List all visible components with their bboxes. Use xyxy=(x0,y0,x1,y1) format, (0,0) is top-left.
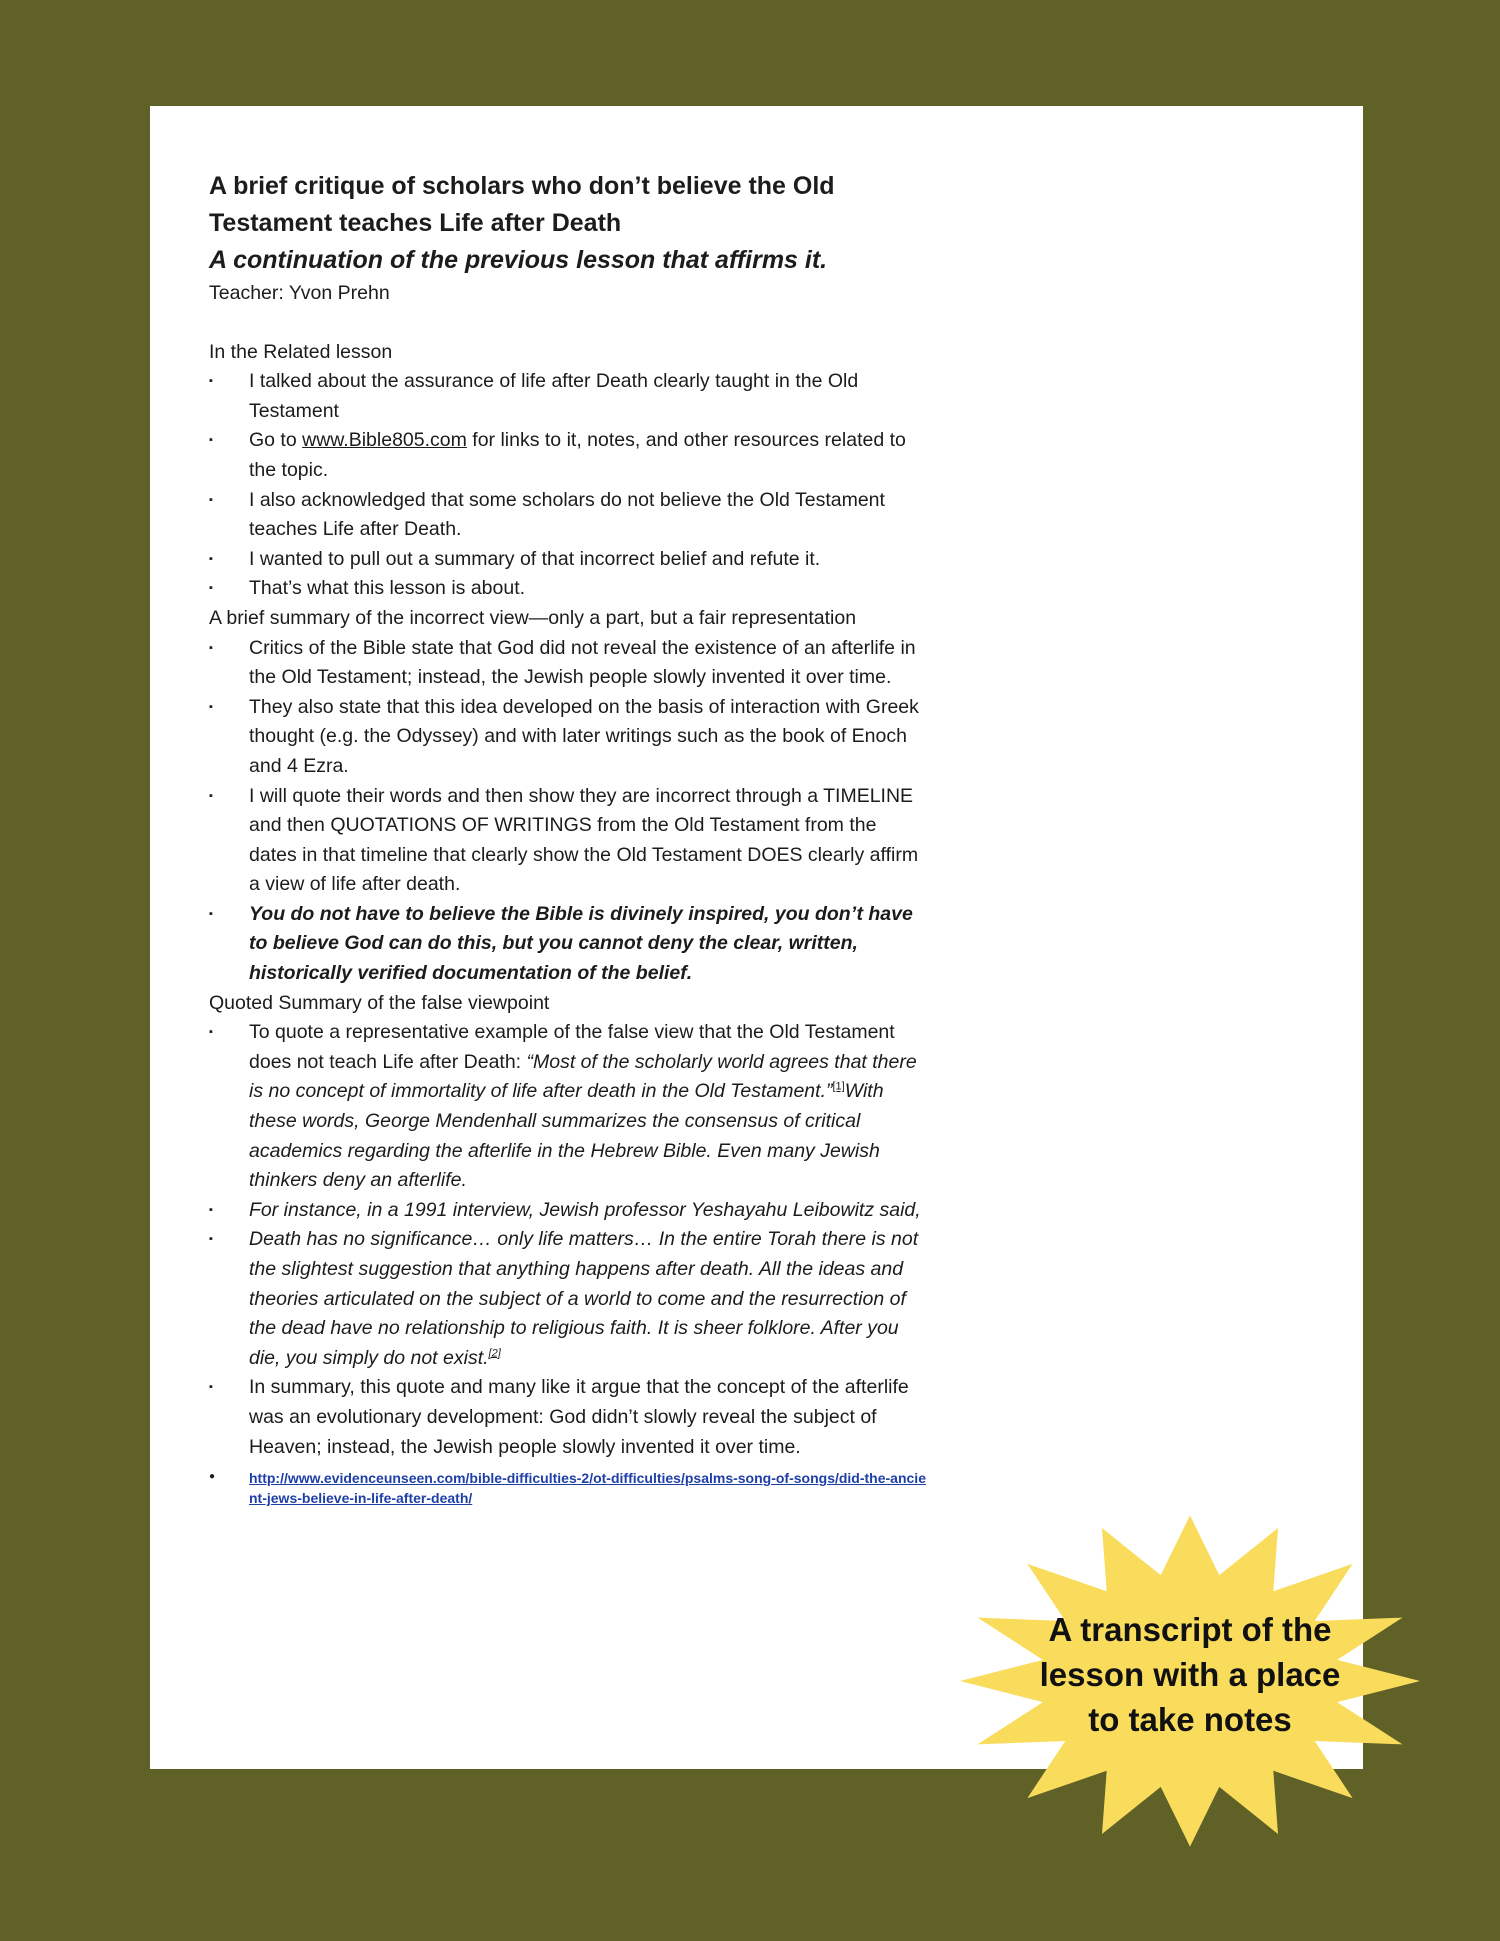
list-item xyxy=(209,1225,929,1373)
callout-line-2: lesson with a place xyxy=(1039,1656,1341,1693)
list-item xyxy=(209,1462,929,1513)
title-line-1: A brief critique of scholars who don’t believe the Old xyxy=(209,172,835,200)
quote-text: With these words, George Mendenhall summarizes the consensus of critical academics regarding the afterlife in the Hebrew Bible. Even many Jewish thinkers deny an afterlife. xyxy=(249,1080,884,1192)
callout-line-3: to take notes xyxy=(1088,1701,1292,1738)
list-item-text: for links to it, notes, and other resources related to the topic. xyxy=(249,429,906,481)
document-title xyxy=(209,168,929,242)
incorrect-view-list xyxy=(209,634,929,989)
list-item: ▪ For instance, in a 1991 interview, Jewish professor Yeshayahu Leibowitz said, xyxy=(209,1196,929,1226)
list-item-text: Go to xyxy=(249,429,303,452)
bible805-link[interactable]: www.Bible805.com xyxy=(302,429,467,452)
list-item: ▪ I also acknowledged that some scholars do not believe the Old Testament teaches Life after Death. xyxy=(209,486,929,545)
document-subtitle: A continuation of the previous lesson that affirms it. xyxy=(209,246,828,274)
section-heading-related-lesson: In the Related lesson xyxy=(209,340,393,363)
list-item xyxy=(209,1018,929,1196)
list-item: ▪ That’s what this lesson is about. xyxy=(209,574,929,604)
list-item: ▪ Critics of the Bible state that God did not reveal the existence of an afterlife in the Old Testament; instead, the Jewish people slowly invented it over time. xyxy=(209,634,929,693)
list-item xyxy=(209,426,929,485)
quoted-summary-list xyxy=(209,1018,929,1513)
quote-text: “Most of the scholarly world agrees that there is no concept of immortality of life after death in the Old Testament.” xyxy=(249,1050,917,1103)
quote-text: Death has no significance… only life matters… In the entire Torah there is not the slightest suggestion that anything happens after death. All the ideas and theories articulated on the subject of a world to come and the resurrection of the dead have no relationship to religious faith. It is sheer folklore. After you die, you simply do not exist. xyxy=(249,1228,919,1369)
list-item: ▪ They also state that this idea developed on the basis of interaction with Greek thought (e.g. the Odyssey) and with later writings such as the book of Enoch and 4 Ezra. xyxy=(209,693,929,782)
list-item: ▪ I talked about the assurance of life after Death clearly taught in the Old Testament xyxy=(209,367,929,426)
callout-line-1: A transcript of the xyxy=(1048,1611,1332,1648)
document-body xyxy=(209,168,929,1513)
footnote-ref-1[interactable]: [1] xyxy=(832,1080,845,1093)
related-lesson-list xyxy=(209,367,929,604)
callout-starburst xyxy=(955,1512,1425,1850)
teacher-line: Teacher: Yvon Prehn xyxy=(209,282,390,304)
section-heading-quoted-summary: Quoted Summary of the false viewpoint xyxy=(209,991,550,1014)
evidenceunseen-link[interactable]: http://www.evidenceunseen.com/bible-difficulties-2/ot-difficulties/psalms-song-of-songs/did-the-ancient-jews-believe-in-life-after-death/ xyxy=(249,1470,926,1507)
list-item-text: To quote a representative example of the false view that the Old Testament does not teach Life after Death: xyxy=(249,1021,895,1073)
list-item: ▪ In summary, this quote and many like it argue that the concept of the afterlife was an evolutionary development: God didn’t slowly reveal the subject of Heaven; instead, the Jewish people slowly invented it over time. xyxy=(209,1373,929,1462)
title-line-2: Testament teaches Life after Death xyxy=(209,209,622,237)
list-item: ▪ I wanted to pull out a summary of that incorrect belief and refute it. xyxy=(209,545,929,575)
section-heading-incorrect-view: A brief summary of the incorrect view—only a part, but a fair representation xyxy=(209,606,857,629)
callout-text xyxy=(1025,1607,1355,1742)
list-item: ▪ You do not have to believe the Bible is divinely inspired, you don’t have to believe God can do this, but you cannot deny the clear, written, historically verified documentation of the belief. xyxy=(209,900,929,989)
footnote-ref-2[interactable]: [2] xyxy=(488,1347,501,1360)
list-item: ▪ I will quote their words and then show they are incorrect through a TIMELINE and then QUOTATIONS OF WRITINGS from the Old Testament from the dates in that timeline that clearly show the Old Testament DOES clearly affirm a view of life after death. xyxy=(209,782,929,900)
